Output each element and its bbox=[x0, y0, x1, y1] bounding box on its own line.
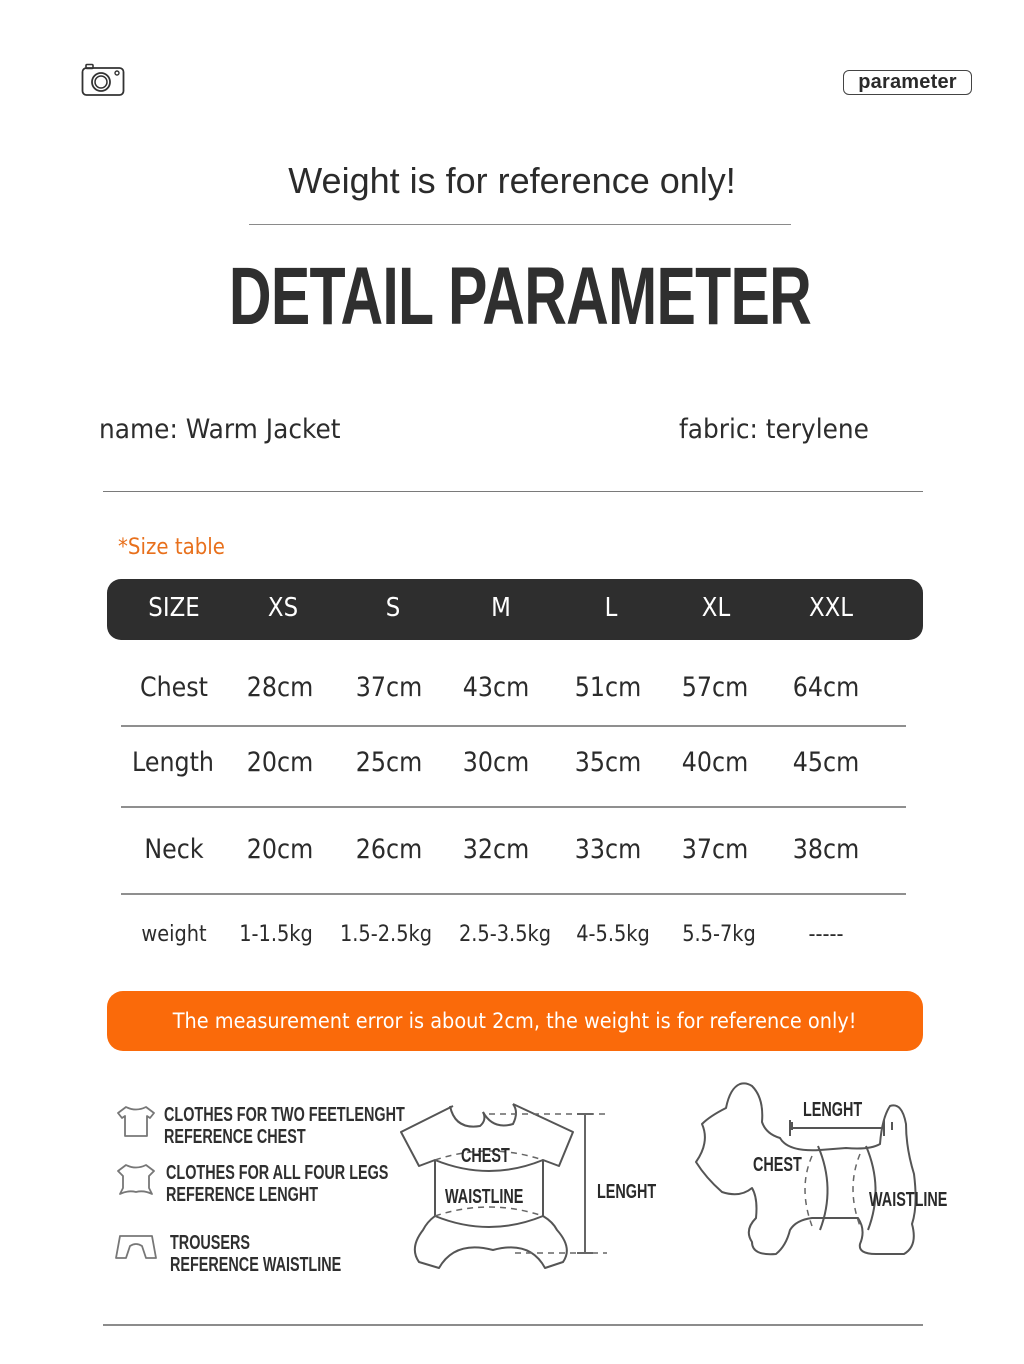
header-cell-l: L bbox=[604, 593, 618, 623]
table-cell: 32cm bbox=[462, 834, 530, 865]
table-cell: 30cm bbox=[462, 747, 530, 778]
table-cell: 20cm bbox=[246, 747, 314, 778]
header-cell-xxl: XXL bbox=[808, 593, 854, 623]
divider bbox=[103, 491, 923, 492]
product-fabric: fabric: terylene bbox=[679, 414, 869, 445]
table-cell: 35cm bbox=[574, 747, 642, 778]
table-cell: 20cm bbox=[246, 834, 314, 865]
table-cell: 43cm bbox=[462, 672, 530, 703]
dog-diagram bbox=[680, 1078, 960, 1268]
table-cell: ----- bbox=[808, 922, 844, 947]
notice-text: The measurement error is about 2cm, the weight is for reference only! bbox=[173, 1009, 857, 1033]
product-name: name: Warm Jacket bbox=[99, 414, 341, 445]
dog-label-chest: CHEST bbox=[753, 1154, 802, 1176]
divider bbox=[103, 1324, 923, 1326]
legend-item-tshirt bbox=[114, 1104, 405, 1150]
table-cell: 40cm bbox=[681, 747, 749, 778]
header-cell-xs: XS bbox=[267, 593, 299, 623]
parameter-badge: parameter bbox=[843, 70, 972, 95]
subtitle: Weight is for reference only! bbox=[288, 160, 736, 201]
header-cell-size: SIZE bbox=[148, 593, 200, 623]
table-cell: 64cm bbox=[792, 672, 860, 703]
header-cell-xl: XL bbox=[701, 593, 731, 623]
table-cell: 57cm bbox=[681, 672, 749, 703]
table-cell: 38cm bbox=[792, 834, 860, 865]
table-cell: 1-1.5kg bbox=[239, 922, 313, 947]
diagram-label-waistline: WAISTLINE bbox=[445, 1186, 524, 1208]
row-divider bbox=[121, 725, 906, 727]
bodysuit-icon bbox=[114, 1162, 158, 1198]
table-cell: 51cm bbox=[574, 672, 642, 703]
table-row-weight bbox=[0, 922, 1024, 962]
table-row-chest bbox=[0, 672, 1024, 712]
row-divider bbox=[121, 893, 906, 895]
table-cell: 5.5-7kg bbox=[682, 922, 756, 947]
legend-text: CLOTHES FOR ALL FOUR LEGS REFERENCE LENGHT bbox=[166, 1162, 389, 1206]
row-label: Length bbox=[132, 747, 214, 778]
diagram-label-length: LENGHT bbox=[597, 1181, 657, 1203]
table-row-neck bbox=[0, 834, 1024, 874]
trousers-icon bbox=[114, 1232, 158, 1268]
camera-icon bbox=[81, 63, 125, 97]
divider bbox=[249, 224, 791, 225]
row-label: weight bbox=[141, 922, 207, 947]
dog-label-length: LENGHT bbox=[803, 1099, 863, 1121]
table-cell: 45cm bbox=[792, 747, 860, 778]
row-label: Chest bbox=[140, 672, 208, 703]
table-cell: 4-5.5kg bbox=[576, 922, 650, 947]
row-divider bbox=[121, 806, 906, 808]
legend-text: TROUSERS REFERENCE WAISTLINE bbox=[170, 1232, 342, 1276]
size-table-header bbox=[107, 579, 923, 640]
legend-item-trousers bbox=[114, 1232, 394, 1278]
table-cell: 28cm bbox=[246, 672, 314, 703]
table-cell: 2.5-3.5kg bbox=[458, 922, 552, 947]
measurement-notice bbox=[107, 991, 923, 1051]
page-title: DETAIL PARAMETER bbox=[228, 251, 812, 342]
garment-diagram bbox=[395, 1090, 665, 1280]
table-row-length bbox=[0, 747, 1024, 787]
legend-text: CLOTHES FOR TWO FEETLENGHT REFERENCE CHEST bbox=[164, 1104, 405, 1148]
table-cell: 25cm bbox=[355, 747, 423, 778]
header-cell-s: S bbox=[385, 593, 401, 623]
table-cell: 33cm bbox=[574, 834, 642, 865]
size-table-label: *Size table bbox=[118, 535, 225, 560]
table-cell: 26cm bbox=[355, 834, 423, 865]
table-cell: 1.5-2.5kg bbox=[339, 922, 433, 947]
table-cell: 37cm bbox=[681, 834, 749, 865]
diagram-label-chest: CHEST bbox=[461, 1145, 510, 1167]
table-cell: 37cm bbox=[355, 672, 423, 703]
legend-item-bodysuit bbox=[114, 1162, 394, 1208]
row-label: Neck bbox=[144, 834, 204, 865]
dog-label-waistline: WAISTLINE bbox=[869, 1189, 948, 1211]
tshirt-icon bbox=[114, 1104, 158, 1140]
header-cell-m: M bbox=[491, 593, 511, 623]
